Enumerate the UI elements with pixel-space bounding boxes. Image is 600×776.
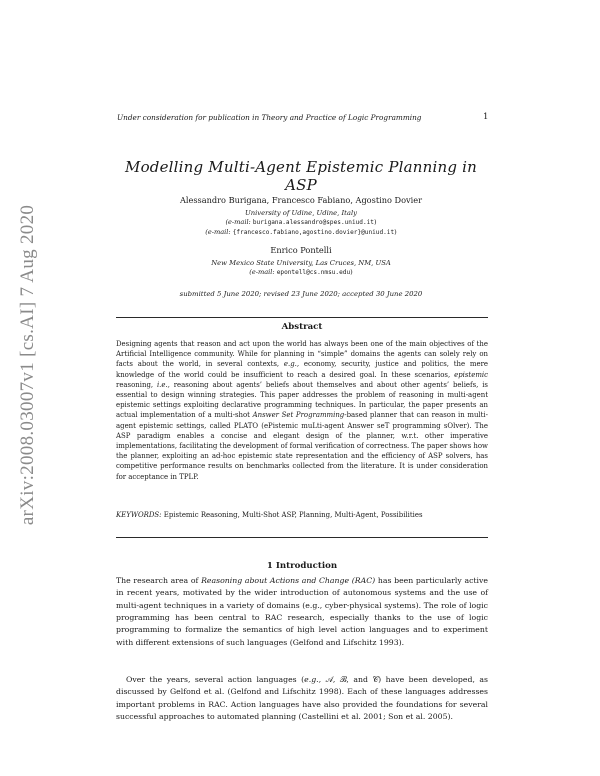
abstract-part: reasoning, [116,380,157,389]
keywords-line [116,511,488,519]
arxiv-watermark [8,175,48,555]
submission-dates: submitted 5 June 2020; revised 23 June 2020; accepted 30 June 2020 [179,290,423,298]
intro-paragraph-2 [116,674,488,723]
email-line-2 [108,228,494,236]
running-head: Under consideration for publication in Theory and Practice of Logic Programming [117,113,422,122]
abstract-bottom-rule [116,537,488,538]
abstract-top-rule [116,317,488,318]
para-part: ) have been developed, as discussed by Gelfond et al. (Gelfond and Lifschitz 1998). Each of these languages addresses important problems in RAC. Action languages have also provided the foundations for several successful approaches to automated planning (Castellini et al. 2001; Son et al. 2005). [116,675,488,722]
abstract-part: -based planner that can reason in multi-agent epistemic settings, called PLATO (ePistemic muLti-agent Answer seT programming sOlver). The ASP paradigm enables a concise and elegant design of the planner, w.r.t. other imperative implementations, facilitating the development of formal verification of correctness. The paper shows how the planner, exploiting an ad-hoc epistemic state representation and the efficiency of ASP solvers, has competitive performance results on benchmarks collected from the literature. It is under consideration for acceptance in TPLP. [116,411,488,481]
email-label: (e-mail: [249,268,275,276]
email-close: ) [373,218,377,226]
para-part: Over the years, several action languages ( [126,675,305,684]
email-close: ) [350,268,353,276]
section-heading-introduction: 1 Introduction [266,561,338,571]
email-line-1 [108,218,494,226]
email-line-3 [108,268,494,276]
email-address: {francesco.fabiano,agostino.dovier}@uniud.it [232,229,395,236]
abstract-part: reasoning about agents’ beliefs about themselves and about other agents’ beliefs, is essential to design winning strategies. This paper addresses the problem of reasoning in multi-agent epistemic settings exploiting declarative programming techniques. In particular, the paper presents an actual implementation of a multi-shot [116,380,488,420]
paper-title: Modelling Multi-Agent Epistemic Planning in ASP [125,158,477,194]
keywords-list: Epistemic Reasoning, Multi-Shot ASP, Planning, Multi-Agent, Possibilities [163,511,423,519]
abstract-heading: Abstract [281,322,323,332]
abstract-part: e.g., [283,360,300,369]
para-part: The research area of [116,576,202,585]
affiliation-nmsu: New Mexico State University, Las Cruces, NM, USA [211,259,391,267]
email-label: (e-mail: [205,228,231,236]
abstract-part: i.e., [156,380,170,389]
email-close: ) [394,228,397,236]
authors-line: Alessandro Burigana, Francesco Fabiano, Agostino Dovier [179,195,423,205]
email-label: (e-mail: [225,218,251,226]
para-part: has been particularly active in recent years, motivated by the wider introduction of autonomous systems and the use of multi-agent techniques in a variety of domains (e.g., cyber-physical systems). The role of logic programming has been central to RAC research, especially thanks to the use of logic programming to formalize the semantics of high level action languages and to experiment with different extensions of such languages (Gelfond and Lifschitz 1993). [116,576,488,647]
abstract-text [116,339,488,482]
para-part: Reasoning about Actions and Change (RAC) [201,576,376,585]
intro-paragraph-1 [116,575,488,649]
keywords-label: KEYWORDS: [116,511,162,519]
abstract-part: epistemic [454,370,488,379]
email-address: epontell@cs.nmsu.edu [276,269,351,276]
para-part: e.g., [304,675,322,684]
abstract-part: Answer Set Programming [252,411,345,420]
abstract-part: economy, security, justice and politics, the mere knowledge of the world could be insufficient to reach a desired goal. In these scenarios, [116,360,488,379]
para-part: 𝒜, ℬ, and 𝒞 [321,675,379,684]
affiliation-udine: University of Udine, Udine, Italy [245,209,357,217]
arxiv-id: arXiv:2008.03007v1 [cs.AI] 7 Aug 2020 [17,204,38,526]
email-address: burigana.alessandro@spes.uniud.it [252,219,374,226]
abstract-part: Designing agents that reason and act upon the world has always been one of the main objectives of the Artificial Intelligence community. While for planning in “simple” domains the agents can solely rely on facts about the world, in several contexts, [116,340,488,369]
page-number: 1 [483,112,489,122]
author-pontelli: Enrico Pontelli [270,245,332,255]
